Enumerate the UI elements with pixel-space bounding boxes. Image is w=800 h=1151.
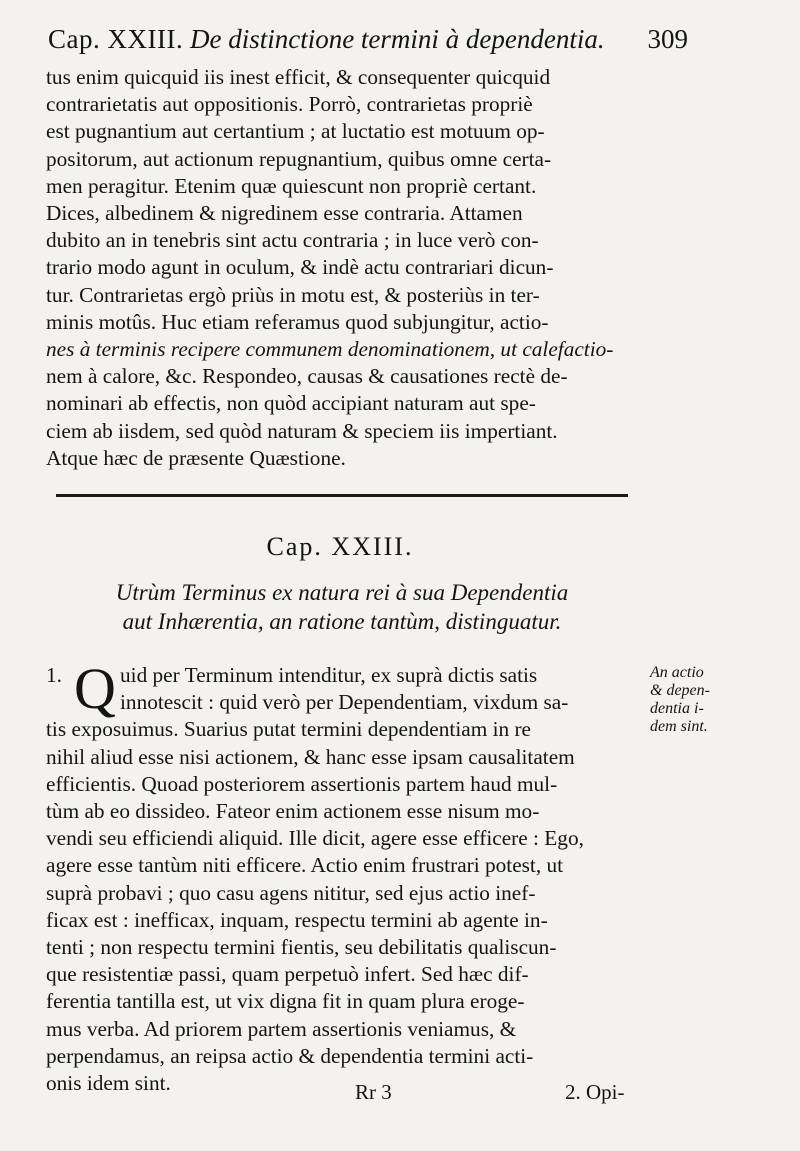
text-line: trario modo agunt in oculum, & indè actu contrariari dicun- — [46, 255, 554, 280]
drop-initial: Q — [74, 656, 116, 721]
text-line: vendi seu efficiendi aliquid. Ille dicit, agere esse efficere : Ego, — [46, 826, 584, 851]
text-line: suprà probavi ; quo casu agens nititur, sed ejus actio inef- — [46, 880, 536, 905]
text-line: contrarietatis aut oppositionis. Porrò, contrarietas propriè — [46, 92, 533, 117]
text-line: agere esse tantùm niti efficere. Actio enim frustrari potest, ut — [46, 853, 564, 878]
running-title-text: De distinctione termini à dependentia. — [189, 24, 605, 54]
text-line: men peragitur. Etenim quæ quiescunt non propriè certant. — [46, 173, 537, 198]
text-line: tur. Contrarietas ergò priùs in motu est, & posteriùs in ter- — [46, 282, 540, 307]
section-divider — [56, 494, 628, 497]
text-line: dubito an in tenebris sint actu contraria ; in luce verò con- — [46, 228, 539, 253]
catchword: 2. Opi- — [565, 1080, 625, 1104]
previous-section-text — [46, 64, 630, 472]
text-line: tis exposuimus. Suarius putat termini dependentiam in re — [46, 717, 532, 742]
text-line: que resistentiæ passi, quam perpetuò infert. Sed hæc dif- — [46, 962, 529, 987]
text-line: nem à calore, &c. Respondeo, causas & causationes rectè de- — [46, 364, 568, 389]
page-number: 309 — [647, 24, 688, 54]
text-line: tùm ab eo dissideo. Fateor enim actionem esse nisum mo- — [46, 799, 540, 824]
text-line: nes à terminis recipere communem denominationem, ut calefactio- — [46, 337, 614, 362]
margin-note-line: dem sint. — [650, 718, 708, 735]
signature-mark: Rr 3 — [355, 1080, 392, 1104]
text-line: tus enim quicquid iis inest efficit, & consequenter quicquid — [46, 65, 551, 89]
text-line: Dices, albedinem & nigredinem esse contraria. Attamen — [46, 201, 523, 226]
text-line: perpendamus, an reipsa actio & dependentia termini acti- — [46, 1043, 534, 1068]
running-title — [48, 24, 605, 55]
margin-note-line: An actio — [650, 664, 704, 681]
text-line: ferentia tantilla est, ut vix digna fit in quam plura eroge- — [46, 989, 525, 1014]
text-line: efficientis. Quoad posteriorem assertionis partem haud mul- — [46, 771, 558, 796]
section-number: 1. — [46, 663, 62, 687]
text-line: nihil aliud esse nisi actionem, & hanc esse ipsam causalitatem — [46, 744, 575, 769]
text-line: mus verba. Ad priorem partem assertionis veniamus, & — [46, 1016, 517, 1041]
chapter-title-line: aut Inhærentia, an ratione tantùm, distinguatur. — [122, 609, 562, 634]
chapter-title — [56, 578, 628, 636]
margin-note-line: dentia i- — [650, 700, 704, 717]
running-chapter: Cap. XXIII. — [48, 24, 184, 54]
text-line: onis idem sint. — [46, 1071, 171, 1096]
text-line: positorum, aut actionum repugnantium, quibus omne certa- — [46, 146, 552, 171]
margin-note-line: & depen- — [650, 682, 710, 699]
margin-note — [650, 664, 750, 736]
text-line: est pugnantium aut certantium ; at luctatio est motuum op- — [46, 119, 545, 144]
text-line: minis motûs. Huc etiam referamus quod subjungitur, actio- — [46, 309, 549, 334]
text-line: innotescit : quid verò per Dependentiam, vixdum sa- — [120, 690, 569, 715]
running-head — [48, 24, 688, 64]
text-line: ciem ab iisdem, sed quòd naturam & speciem iis impertiant. — [46, 418, 558, 443]
chapter-heading: Cap. XXIII. — [266, 532, 414, 561]
text-line: nominari ab effectis, non quòd accipiant naturam aut spe- — [46, 391, 536, 416]
chapter-title-line: Utrùm Terminus ex natura rei à sua Dependentia — [115, 580, 569, 605]
text-line: Atque hæc de præsente Quæstione. — [46, 445, 346, 470]
text-line: ficax est : inefficax, inquam, respectu termini ab agente in- — [46, 907, 548, 932]
section-text — [46, 656, 630, 1097]
text-line: tenti ; non respectu termini fientis, seu debilitatis qualiscun- — [46, 935, 557, 960]
text-line: uid per Terminum intenditur, ex suprà dictis satis — [120, 663, 538, 687]
